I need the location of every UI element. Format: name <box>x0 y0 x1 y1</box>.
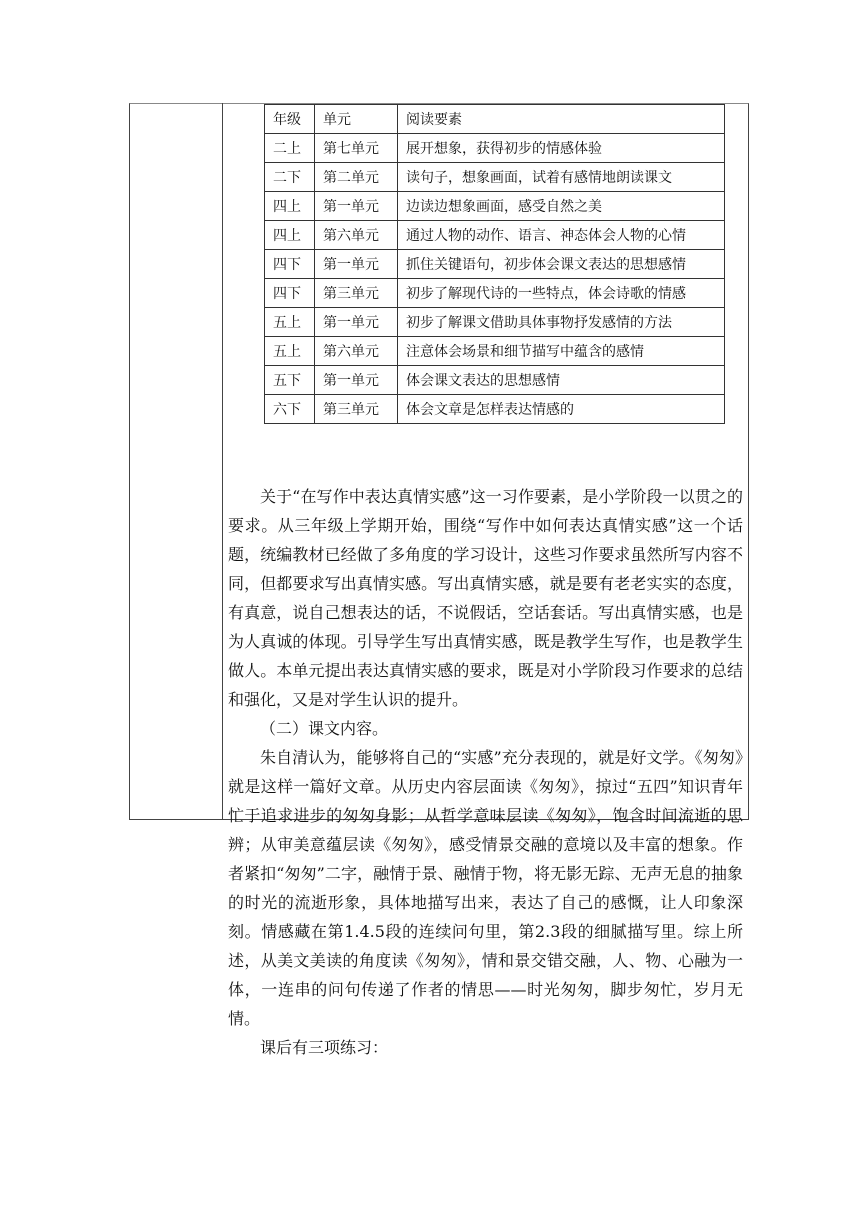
cell-grade: 四上 <box>265 221 315 250</box>
cell-unit: 第一单元 <box>315 192 398 221</box>
table-row <box>265 279 725 308</box>
cell-unit: 第三单元 <box>315 279 398 308</box>
cell-grade: 二下 <box>265 163 315 192</box>
cell-grade: 五下 <box>265 366 315 395</box>
cell-grade: 二上 <box>265 134 315 163</box>
cell-reading-element: 边读边想象画面，感受自然之美 <box>398 192 725 221</box>
paragraph-writing-requirement: 关于“在写作中表达真情实感”这一习作要素，是小学阶段一以贯之的要求。从三年级上学期开始，围绕“写作中如何表达真情实感”这一个话题，统编教材已经做了多角度的学习设计，这些习作要求虽然所写内容不同，但都要求写出真情实感。写出真情实感，就是要有老老实实的态度，有真意，说自己想表达的话，不说假话，空话套话。写出真情实感，也是为人真诚的体现。引导学生写出真情实感，既是教学生写作，也是教学生做人。本单元提出表达真情实感的要求，既是对小学阶段习作要求的总结和强化，又是对学生认识的提升。 <box>228 487 743 709</box>
cell-grade: 四下 <box>265 279 315 308</box>
cell-unit: 第三单元 <box>315 395 398 424</box>
table-row <box>265 134 725 163</box>
cell-grade: 五上 <box>265 337 315 366</box>
table-row <box>265 308 725 337</box>
section-heading-text-content: （二）课文内容。 <box>260 719 389 738</box>
cell-unit: 第七单元 <box>315 134 398 163</box>
cell-grade: 四上 <box>265 192 315 221</box>
reading-elements-table <box>264 104 725 424</box>
cell-unit: 第一单元 <box>315 366 398 395</box>
cell-reading-element: 通过人物的动作、语言、神态体会人物的心情 <box>398 221 725 250</box>
cell-unit: 第二单元 <box>315 163 398 192</box>
cell-reading-element: 注意体会场景和细节描写中蕴含的感情 <box>398 337 725 366</box>
cell-reading-element: 体会课文表达的思想感情 <box>398 366 725 395</box>
cell-reading-element: 初步了解课文借助具体事物抒发感情的方法 <box>398 308 725 337</box>
cell-grade: 五上 <box>265 308 315 337</box>
cell-reading-element: 抓住关键语句，初步体会课文表达的思想感情 <box>398 250 725 279</box>
header-reading-element: 阅读要素 <box>398 105 725 134</box>
cell-unit: 第六单元 <box>315 337 398 366</box>
table-row <box>265 250 725 279</box>
table-row <box>265 192 725 221</box>
body-text <box>228 482 743 1062</box>
table-row <box>265 163 725 192</box>
paragraph-text-analysis: 朱自清认为，能够将自己的“实感”充分表现的，就是好文学。《匆匆》就是这样一篇好文章。从历史内容层面读《匆匆》，掠过“五四”知识青年忙于追求进步的匆匆身影；从哲学意味层读《匆匆》，饱含时间流逝的思辨；从审美意蕴层读《匆匆》，感受情景交融的意境以及丰富的想象。作者紧扣“匆匆”二字，融情于景、融情于物，将无影无踪、无声无息的抽象的时光的流逝形象，具体地描写出来，表达了自己的感慨，让人印象深刻。情感藏在第1.4.5段的连续问句里，第2.3段的细腻描写里。综上所述，从美文美读的角度读《匆匆》，情和景交错交融，人、物、心融为一体，一连串的问句传递了作者的情思——时光匆匆，脚步匆忙，岁月无情。 <box>228 748 743 1028</box>
cell-grade: 六下 <box>265 395 315 424</box>
column-divider <box>222 103 223 820</box>
cell-reading-element: 读句子，想象画面，试着有感情地朗读课文 <box>398 163 725 192</box>
table-row <box>265 395 725 424</box>
cell-unit: 第一单元 <box>315 250 398 279</box>
cell-grade: 四下 <box>265 250 315 279</box>
cell-unit: 第一单元 <box>315 308 398 337</box>
paragraph-exercises-intro: 课后有三项练习： <box>260 1038 389 1057</box>
cell-reading-element: 展开想象，获得初步的情感体验 <box>398 134 725 163</box>
table-row <box>265 221 725 250</box>
header-unit: 单元 <box>315 105 398 134</box>
table-header-row <box>265 105 725 134</box>
table-row <box>265 366 725 395</box>
cell-reading-element: 体会文章是怎样表达情感的 <box>398 395 725 424</box>
header-grade: 年级 <box>265 105 315 134</box>
table-row <box>265 337 725 366</box>
cell-unit: 第六单元 <box>315 221 398 250</box>
cell-reading-element: 初步了解现代诗的一些特点，体会诗歌的情感 <box>398 279 725 308</box>
